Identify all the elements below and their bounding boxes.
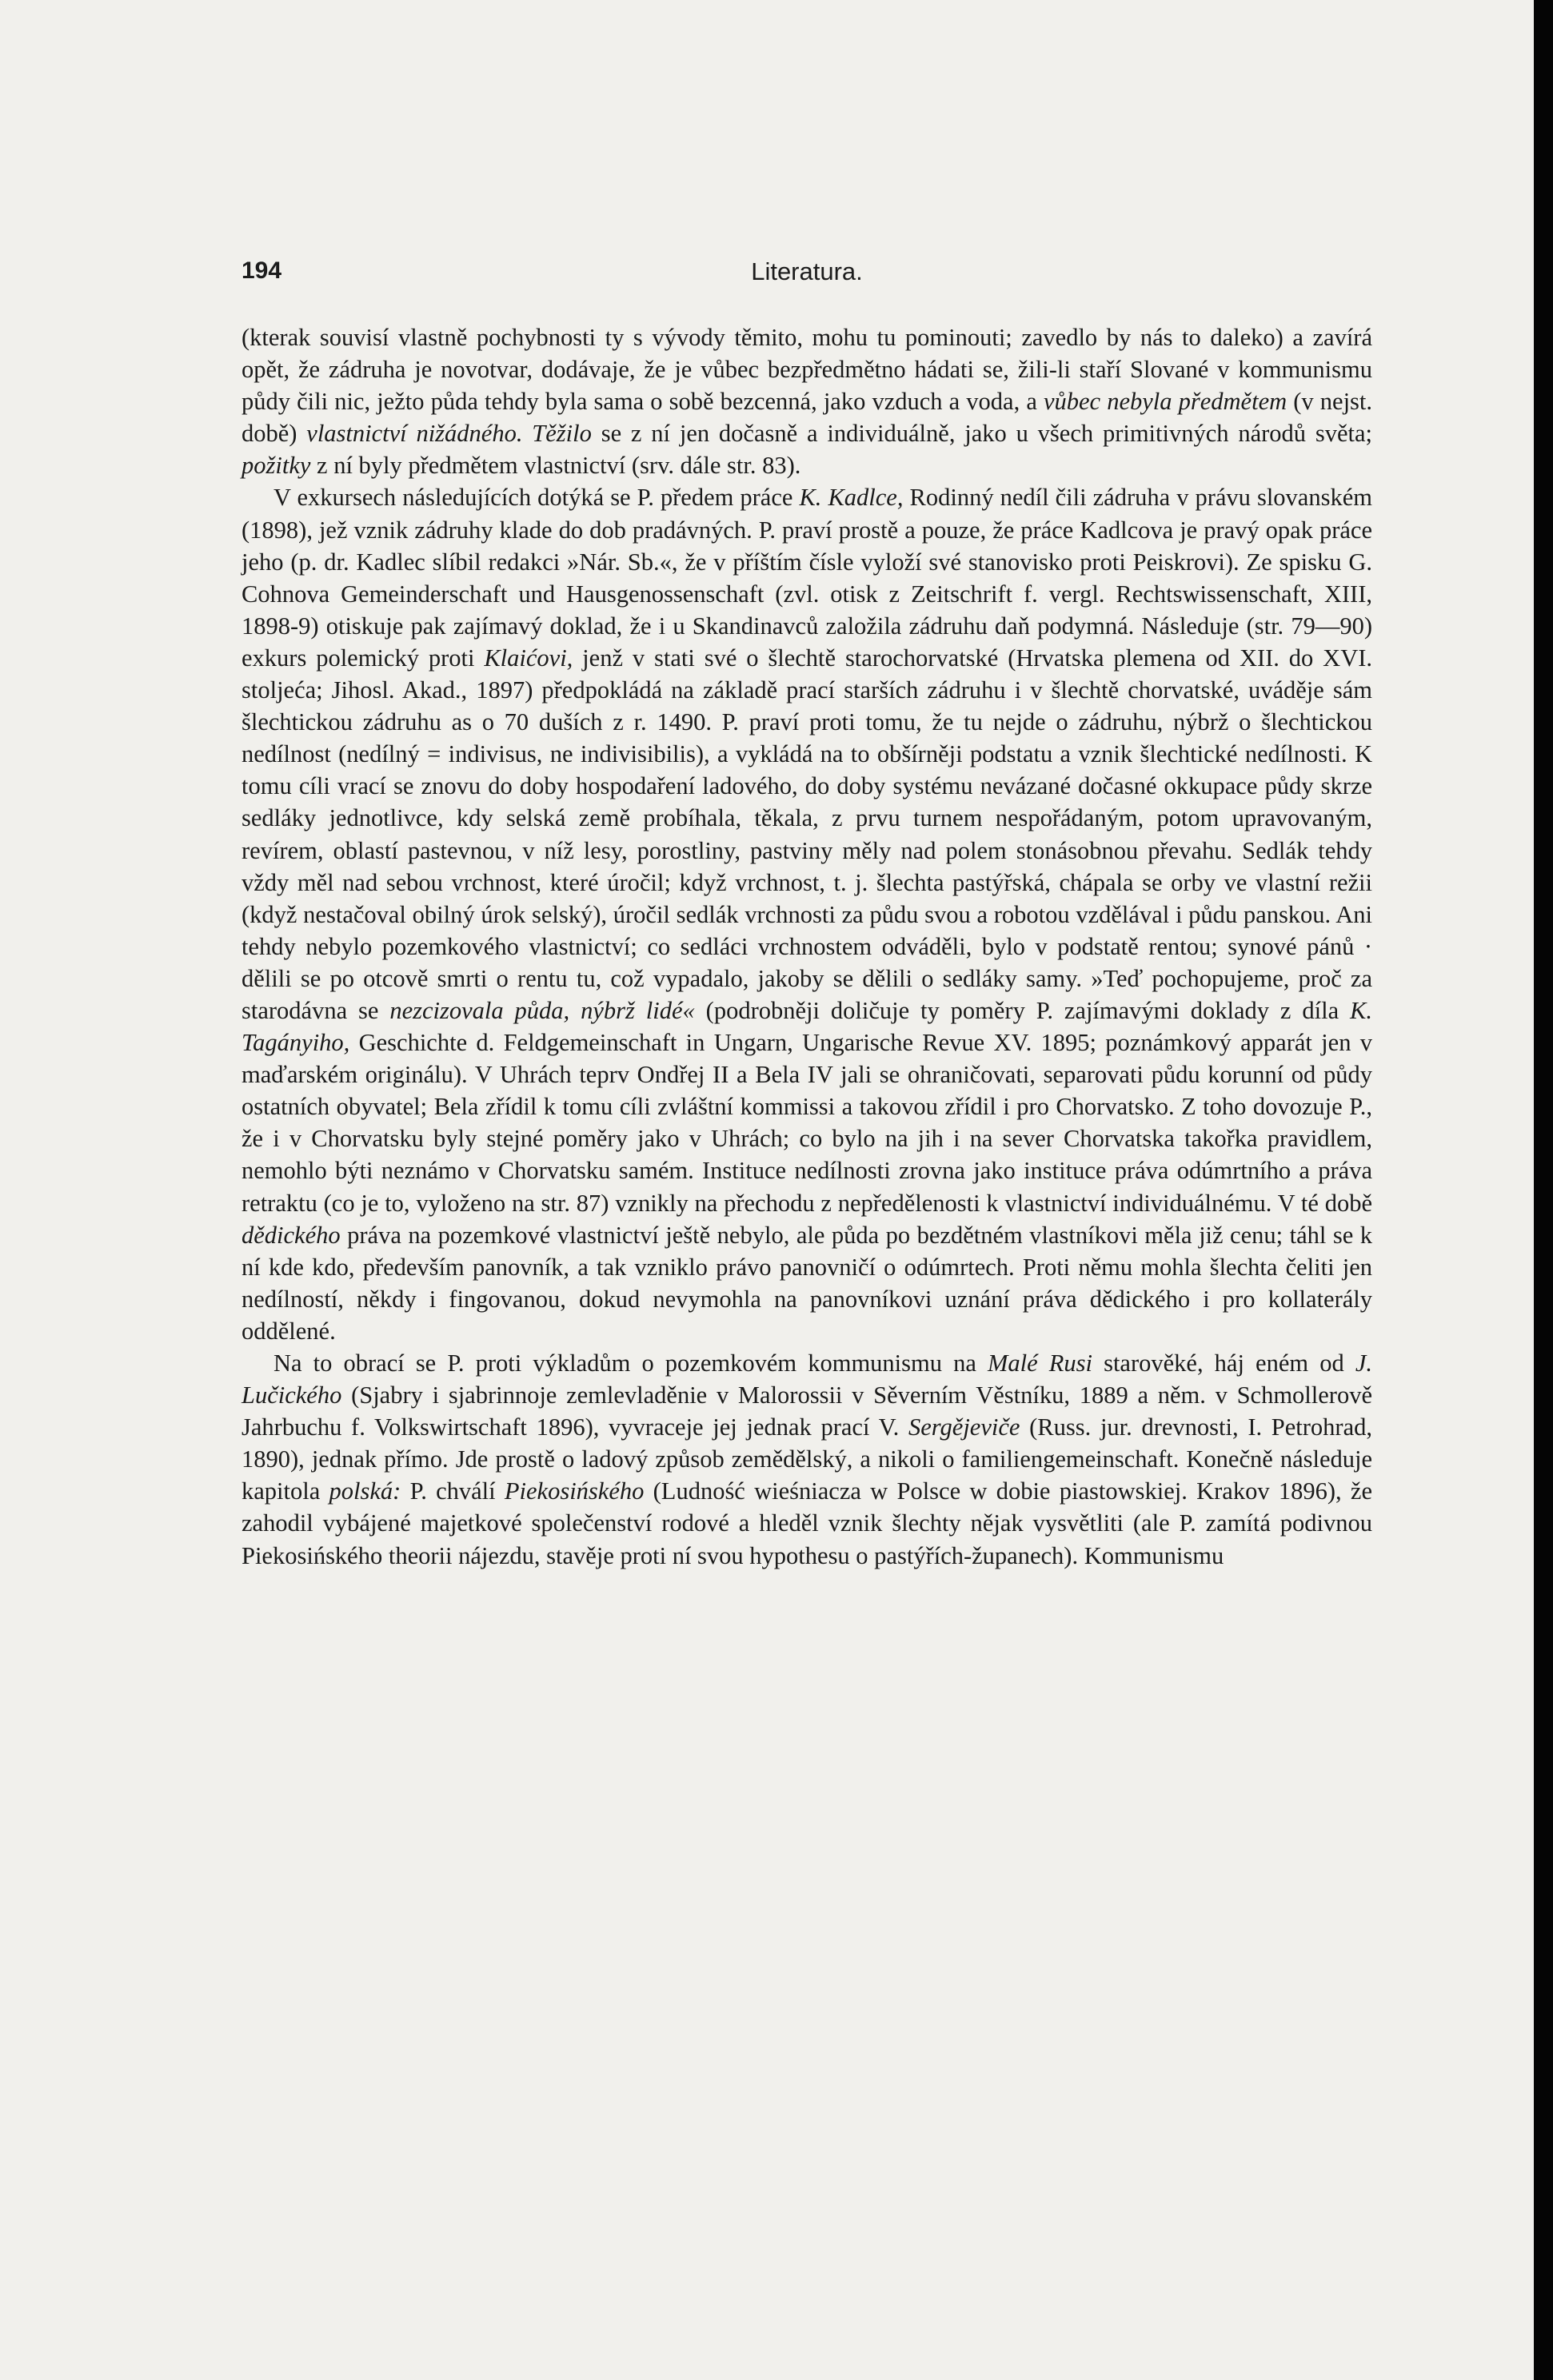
italic-run: Piekosińského xyxy=(504,1477,645,1505)
italic-run: Těžilo xyxy=(532,420,592,448)
italic-run: K. Kadlce, xyxy=(799,484,904,512)
text-run: Geschichte d. Feldgemeinschaft in Ungarn, Ungarische Revue XV. 1895; poznámkový apparát jen v maďarském originálu). V Uhrách teprv Ondřej II a Bela IV jali se ohraničovati, separovati půdu korunní od půdy ostatních obyvatel; Bela zřídil k tomu cíli zvláštní kommissi a takovou zřídil i pro Chorvatsko. Z toho dovozuje P., že i v Chorvatsku byly stejné poměry jako v Uhrách; co bylo na jih i na sever Chorvatska takořka pravidlem, nemohlo býti neznámo v Chorvatsku samém. Instituce nedílnosti zrovna jako instituce práva odúmrtního a práva retraktu (co je to, vyloženo na str. 87) vznikly na přechodu z nepředělenosti k vlastnictví individuálnému. V té době xyxy=(242,1029,1372,1217)
text-run: Na to obrací se P. proti výkladům o pozemkovém kommunismu na xyxy=(273,1349,988,1377)
page-header xyxy=(242,257,1372,297)
italic-run: dědického xyxy=(242,1221,341,1249)
running-title: Literatura. xyxy=(751,257,863,285)
paragraph xyxy=(242,481,1372,1347)
body-text xyxy=(242,321,1372,1572)
paragraph xyxy=(242,1347,1372,1572)
italic-run: vlastnictví nižádného. xyxy=(306,420,523,448)
text-run: P. chválí xyxy=(401,1477,505,1505)
italic-run: polská: xyxy=(329,1477,401,1505)
italic-run: J. Lučického xyxy=(242,1349,1372,1409)
italic-run: nezcizovala půda, nýbrž lidé« xyxy=(389,996,695,1024)
text-run: (Sjabry i sjabrinnoje zemlevladěnie v Malorossii v Sěverním Věstníku, 1889 a něm. v Schmollerově Jahrbuchu f. Volkswirtschaft 1896), vyvraceje jej jednak prací V. xyxy=(242,1381,1372,1441)
text-run: Rodinný nedíl čili zádruha v právu slovanském (1898), jež vznik zádruhy klade do dob pradávných. P. praví prostě a pouze, že práce Kadlcova je pravý opak práce jeho (p. dr. Kadlec slíbil redakci »Nár. Sb.«, že v příštím čísle vyloží své stanovisko proti Peiskrovi). Ze spisku G. Cohnova Gemeinderschaft und Hausgenossenschaft (zvl. otisk z Zeitschrift f. vergl. Rechtswissenschaft, XIII, 1898-9) otiskuje pak zajímavý doklad, že i u Skandinavců založila zádruhu daň podymná. Následuje (str. 79—90) exkurs polemický proti xyxy=(242,484,1372,672)
scan-border xyxy=(1534,0,1553,2380)
italic-run: Malé Rusi xyxy=(987,1349,1092,1377)
paragraph xyxy=(242,321,1372,481)
text-run: (Russ. jur. drevnosti, I. Petrohrad, 1890), jednak přímo. Jde prostě o ladový způsob zemědělský, a nikoli o familiengemeinschaft. Konečně následuje kapitola xyxy=(242,1413,1372,1505)
text-run: V exkursech následujících dotýká se P. předem práce xyxy=(273,484,800,512)
text-run: (podrobněji doličuje ty poměry P. zajímavými doklady z díla xyxy=(694,996,1351,1024)
text-run: z ní byly předmětem vlastnictví (srv. dále str. 83). xyxy=(310,452,801,480)
text-run: se z ní jen dočasně a individuálně, jako u všech primitivných národů světa; xyxy=(591,420,1373,448)
italic-run: K. Tagányiho, xyxy=(242,996,1372,1057)
text-run xyxy=(522,420,532,447)
text-run: (Ludność wieśniacza w Polsce w dobie piastowskiej. Krakov 1896), že zahodil vybájené majetkové společenství rodové a hleděl vznik šlechty nějak vysvětliti (ale P. zamítá podivnou Piekosińského theorii nájezdu, stavěje proti ní svou hypothesu o pastýřích-županech). Kommunismu xyxy=(242,1477,1373,1569)
text-run: jenž v stati své o šlechtě starochorvatské (Hrvatska plemena od XII. do XVI. stoljeća; Jihosl. Akad., 1897) předpokládá na základě prací starších zádruhu i v šlechtě chorvatské, uváděje sám šlechtickou zádruhu as o 70 duších z r. 1490. P. praví proti tomu, že tu nejde o zádruhu, nýbrž o šlechtickou nedílnost (nedílný = indivisus, ne indivisibilis), a vykládá na to obšírněji podstatu a vznik šlechtické nedílnosti. K tomu cíli vrací se znovu do doby hospodaření ladového, do doby systému nevázané dočasné okkupace půdy skrze sedláky jednotlivce, kdy selská země probíhala, těkala, z prvu turnem nespořádaným, potom upravovaným, revírem, oblastí pastevnou, v níž lesy, porostliny, pastviny měly nad polem stonásobnou převahu. Sedlák tehdy vždy měl nad sebou vrchnost, které úročil; když vrchnost, t. j. šlechta pastýřská, chápala se orby ve vlastní režii (když nestačoval obilný úrok selský), úročil sedlák vrchnosti za půdu svou a robotou vzdělával i půdu panskou. Ani tehdy nebylo pozemkového vlastnictví; co sedláci vrchnostem odváděli, bylo v podstatě rentou; synové pánů · dělili se po otcově smrti o rentu tu, což vypadalo, jakoby se dělili o sedláky samy. »Teď pochopujeme, proč za starodávna se xyxy=(242,644,1373,1024)
text-run: (v nejst. době) xyxy=(242,388,1373,448)
italic-run: Klaićovi, xyxy=(484,644,573,672)
text-run: starověké, háj eném od xyxy=(1092,1349,1355,1377)
italic-run: Sergějeviče xyxy=(908,1413,1020,1441)
italic-run: požitky xyxy=(242,452,311,480)
text-run: (kterak souvisí vlastně pochybnosti ty s vývody těmito, mohu tu pominouti; zavedlo by nás to daleko) a zavírá opět, že zádruha je novotvar, dodávaje, že je vůbec bezpředmětno hádati se, žili-li staří Slované v kommunismu půdy čili nic, ježto půda tehdy byla sama o sobě bezcenná, jako vzduch a voda, a xyxy=(242,324,1372,416)
italic-run: vůbec nebyla předmětem xyxy=(1043,388,1288,416)
text-run: práva na pozemkové vlastnictví ještě nebylo, ale půda po bezdětném vlastníkovi měla již cenu; táhl se k ní kde kdo, především panovník, a tak vzniklo právo panovničí o odúmrtech. Proti němu mohla šlechta čeliti jen nedílností, někdy i fingovanou, dokud nevymohla na panovníkovi uznání práva dědického i pro kollaterály oddělené. xyxy=(242,1221,1372,1345)
page-number: 194 xyxy=(242,257,282,284)
